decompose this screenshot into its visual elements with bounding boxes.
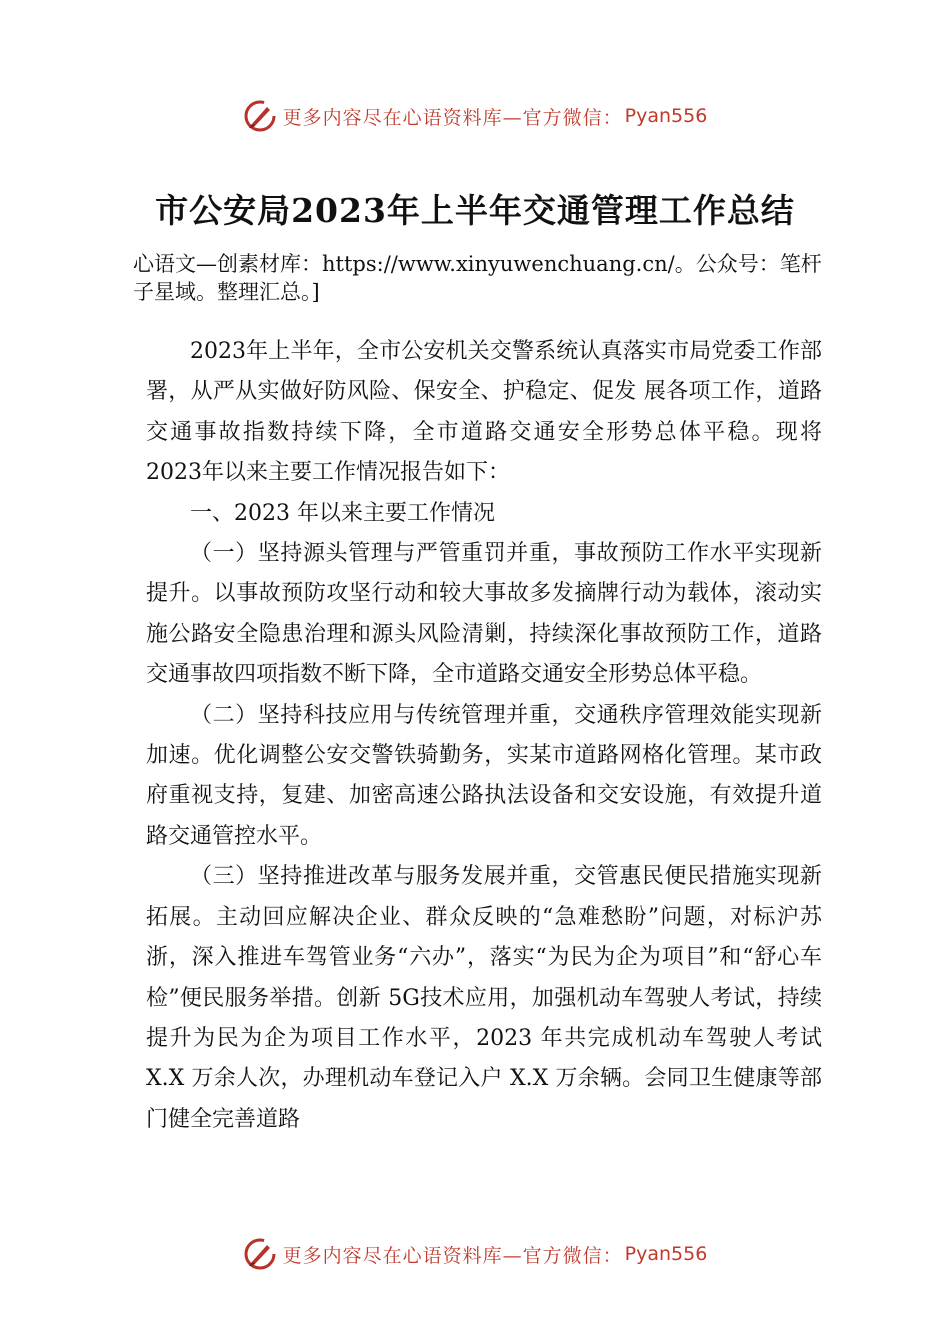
footer-banner — [0, 1234, 950, 1274]
source-note: 心语文—创素材库：https://www.xinyuwenchuang.cn/。公众号：笔杆子星域。整理汇总。] — [133, 252, 822, 304]
banner-text: 更多内容尽在心语资料库—官方微信： — [282, 1244, 623, 1267]
paragraph-item-1: （一）坚持源头管理与严管重罚并重，事故预防工作水平实现新提升。以事故预防攻坚行动和较大事故多发摘牌行动为载体，滚动实施公路安全隐患治理和源头风险清剿，持续深化事故预防工作，道路交通事故四项指数不断下降，全市道路交通安全形势总体平稳。 — [146, 541, 822, 688]
brush-circle-logo-icon — [243, 1237, 277, 1271]
section-heading: 一、2023 年以来主要工作情况 — [190, 500, 495, 526]
document-title: 市公安局2023年上半年交通管理工作总结 — [155, 191, 795, 230]
banner-text: 更多内容尽在心语资料库—官方微信： — [282, 106, 623, 129]
header-banner — [0, 96, 950, 136]
paragraph-item-2: （二）坚持科技应用与传统管理并重，交通秩序管理效能实现新加速。优化调整公安交警铁骑勤务，实某市道路网格化管理。某市政府重视支持，复建、加密高速公路执法设备和交安设施，有效提升道路交通管控水平。 — [146, 702, 822, 849]
document-body — [146, 332, 822, 1140]
brush-circle-logo-icon — [243, 99, 277, 133]
paragraph-item-3: （三）坚持推进改革与服务发展并重，交管惠民便民措施实现新拓展。主动回应解决企业、群众反映的“急难愁盼”问题，对标沪苏浙，深入推进车驾管业务“六办”，落实“为民为企为项目”和“舒心车检”便民服务举措。创新 5G技术应用，加强机动车驾驶人考试，持续提升为民为企为项目工作水平，2023 年共完成机动车驾驶人考试 X.X 万余人次，办理机动车登记入户 X.X 万余辆。会同卫生健康等部门健全完善道路 — [146, 864, 822, 1132]
paragraph-intro: 2023年上半年，全市公安机关交警系统认真落实市局党委工作部署，从严从实做好防风险、保安全、护稳定、促发 展各项工作，道路交通事故指数持续下降，全市道路交通安全形势总体平稳。现将 2023年以来主要工作情况报告如下： — [146, 339, 822, 486]
banner-wechat-id: Pyan556 — [624, 1243, 708, 1265]
banner-wechat-id: Pyan556 — [624, 105, 708, 127]
